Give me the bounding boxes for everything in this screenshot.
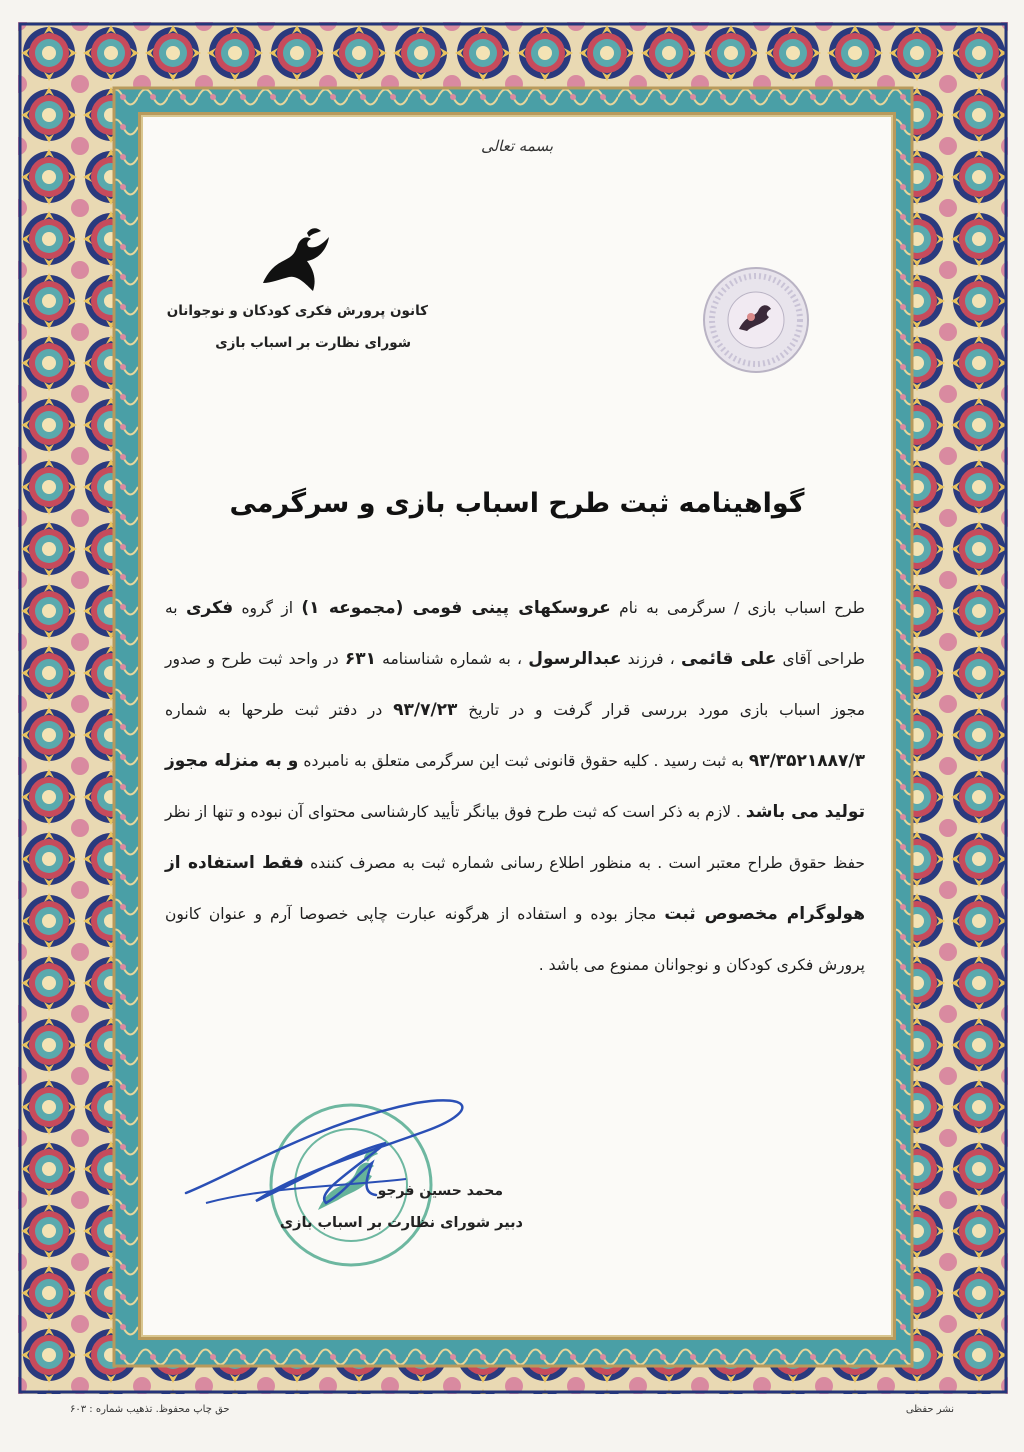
body-text-3: به طراحی آقای bbox=[165, 599, 865, 668]
hologram-phrase: فقط استفاده از هولوگرام مخصوص ثبت bbox=[165, 853, 865, 924]
certificate-title: گواهینامه ثبت طرح اسباب بازی و سرگرمی bbox=[229, 488, 805, 519]
registration-number: ۹۳/۳۵۲۱۸۸۷/۳ bbox=[748, 751, 865, 771]
body-text-4: ، فرزند bbox=[627, 650, 675, 668]
footer-publisher: نشر حفظی bbox=[905, 1404, 954, 1415]
designer-name: علی قائمی bbox=[680, 649, 777, 669]
body-text-6: در واحد ثبت طرح و صدور مجوز اسباب بازی مورد بررسی قرار گرفت و در تاریخ bbox=[165, 650, 866, 719]
license-phrase: و به منزله مجوز تولید می باشد bbox=[165, 751, 865, 822]
registration-date: ۹۳/۷/۲۳ bbox=[393, 700, 458, 720]
father-name: عبدالرسول bbox=[528, 649, 622, 669]
certificate-paper bbox=[138, 112, 896, 1340]
body-text-5: ، به شماره شناسنامه bbox=[382, 650, 522, 668]
body-text-7: در دفتر ثبت طرحها به شماره bbox=[165, 701, 383, 719]
hologram-icon bbox=[701, 265, 811, 375]
body-text-2: از گروه bbox=[241, 599, 294, 617]
body-text-9: . لازم به ذکر است که ثبت طرح فوق بیانگر تأیید کارشناسی محتوای آن نبوده و تنها از نظر حفظ حقوق طراح معتبر است . به منظور اطلاع رسانی شماره ثبت به مصرف کننده bbox=[165, 803, 865, 872]
org-name: کانون پرورش فکری کودکان و نوجوانان bbox=[166, 303, 428, 319]
toy-name: عروسکهای پینی فومی (مجموعه ۱) bbox=[301, 598, 611, 618]
group-name: فکری bbox=[185, 598, 234, 618]
signer-title: دبیر شورای نظارت بر اسباب بازی bbox=[279, 1215, 523, 1231]
certificate-body bbox=[165, 583, 865, 991]
id-number: ۶۳۱ bbox=[344, 649, 376, 669]
body-text-10: مجاز بوده و استفاده از هرگونه عبارت چاپی خصوصا آرم و عنوان کانون پرورش فکری کودکان و نوجوانان ممنوع می باشد . bbox=[165, 905, 865, 974]
body-text-8: به ثبت رسید . کلیه حقوق قانونی ثبت این سرگرمی متعلق به نامبرده bbox=[303, 752, 744, 770]
footer-copyright: حق چاپ محفوظ. تذهیب شماره : ۶۰۳ bbox=[70, 1404, 230, 1415]
signer-name: محمد حسین فرجو bbox=[377, 1183, 503, 1199]
body-text-1: طرح اسباب بازی / سرگرمی به نام bbox=[619, 599, 865, 617]
kanoon-logo-icon bbox=[251, 225, 341, 305]
council-name: شورای نظارت بر اسباب بازی bbox=[215, 335, 411, 351]
bismillah-text: بسمه تعالی bbox=[480, 137, 554, 155]
